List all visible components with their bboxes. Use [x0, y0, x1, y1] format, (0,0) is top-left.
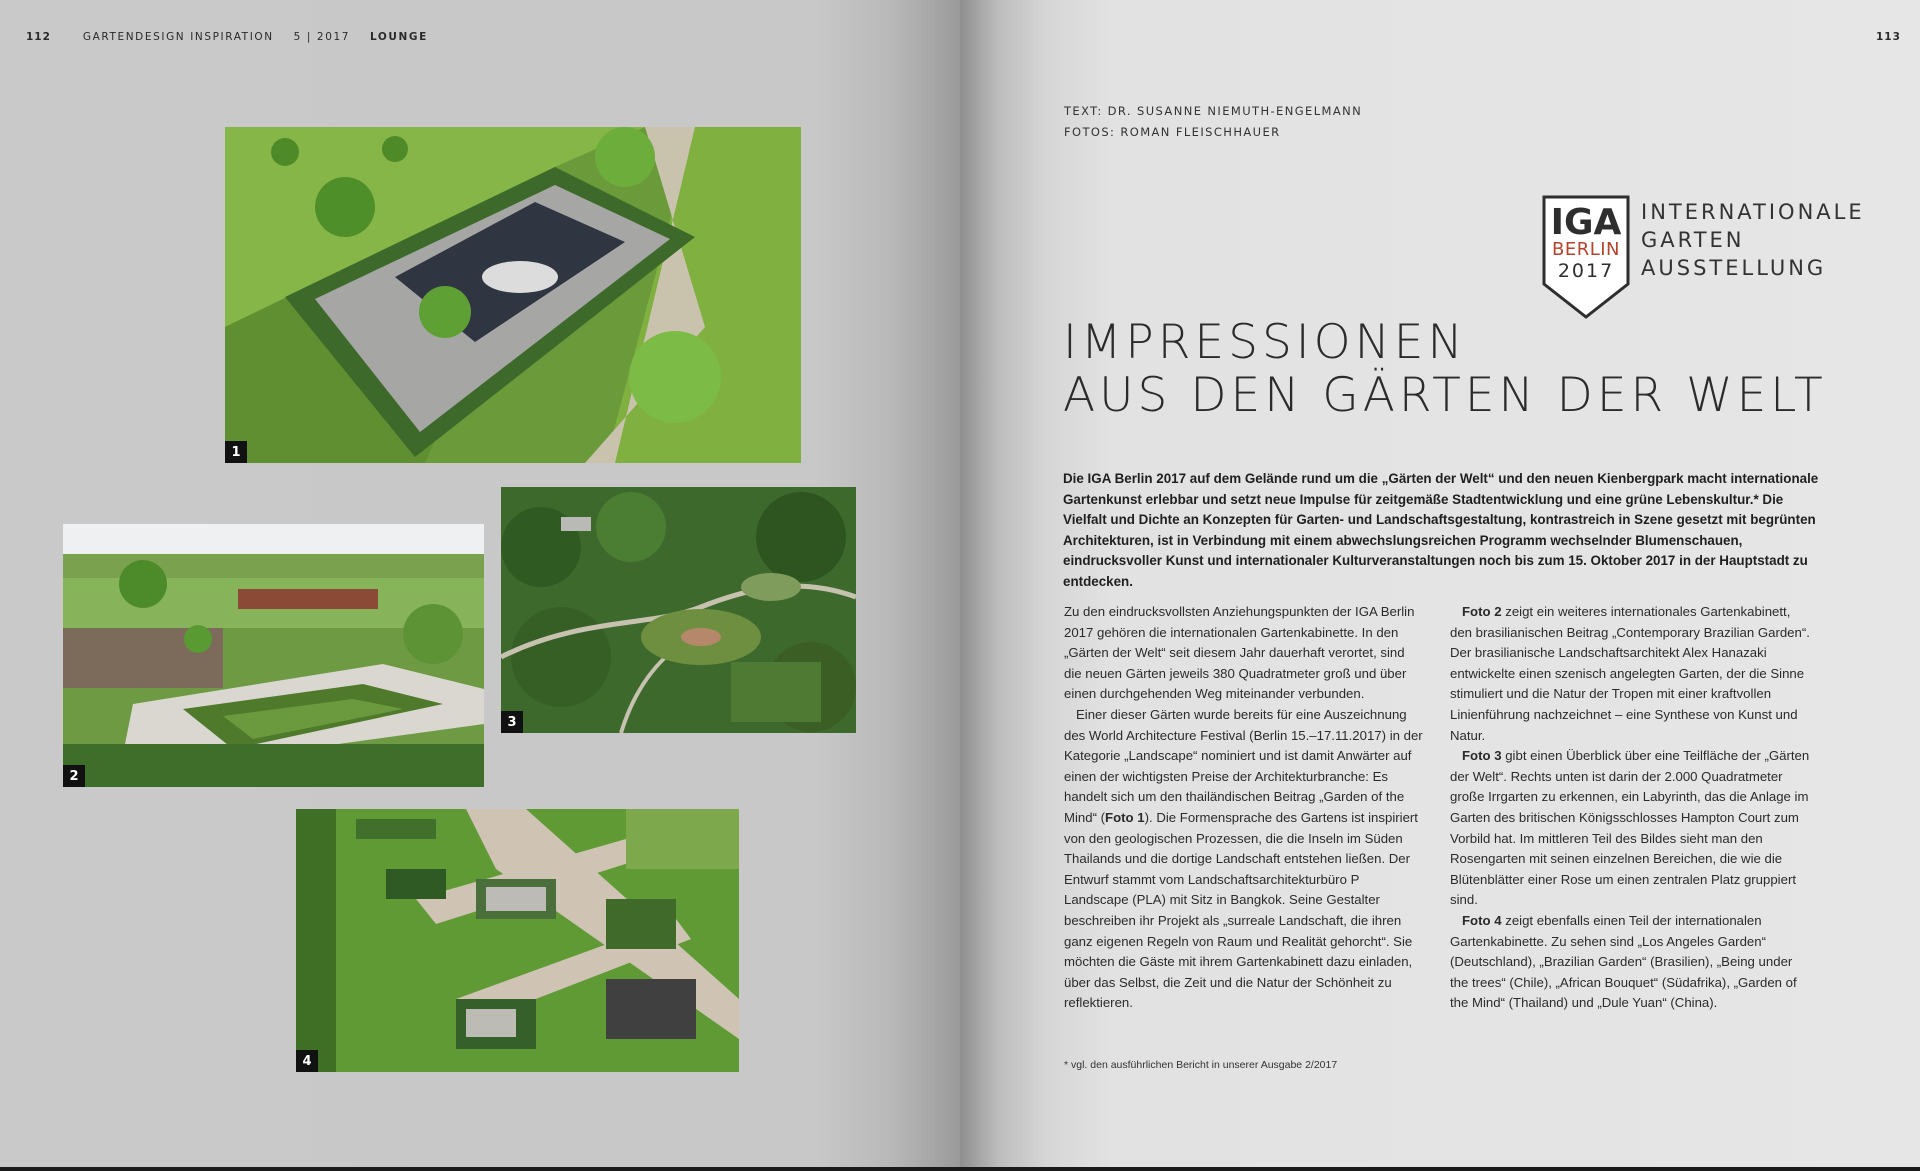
body-column-2 [1450, 602, 1810, 1014]
photo-3 [501, 487, 856, 733]
photo-1 [225, 127, 801, 463]
col1-paragraph-2 [1064, 705, 1424, 1014]
logo-iga: IGA [1550, 202, 1622, 243]
lead-paragraph: Die IGA Berlin 2017 auf dem Gelände rund um die „Gärten der Welt“ und den neuen Kienbergpark macht internationale Gartenkunst erlebbar und setzt neue Impulse für zeitgemäße Stadtentwicklung und eine grüne Lebenskultur.* Die Vielfalt und Dichte an Konzepten für Garten- und Landschaftsgestaltung, kontrastreich in Szene gesetzt mit begrünten Architekturen, ist in Verbindung mit einem abwechslungsreichen Programm wechselnder Blumenschauen, eindrucksvoller Kunst und internationaler Kulturveranstaltungen noch bis zum 15. Oktober 2017 in der Hauptstadt zu entdecken. [1063, 471, 1819, 589]
col1-p2-text-a: Einer dieser Gärten wurde bereits für eine Auszeichnung des World Architecture Festival (Berlin 15.–17.11.2017) in der Kategorie „Landscape“ nominiert und ist damit Anwärter auf einen der wichtigsten Preise der Architekturbranche: Es handelt sich um den thailändischen Beitrag „Garden of the Mind“ ( [1064, 706, 1423, 825]
col2-paragraph-1 [1450, 602, 1810, 746]
col1-paragraph-1: Zu den eindrucksvollsten Anziehungspunkten der IGA Berlin 2017 gehören die internationalen Gartenkabinette. In den „Gärten der Welt“ seit diesem Jahr dauerhaft verortet, sind die neuen Gärten jeweils 380 Quadratmeter groß und über einen durchgehenden Weg miteinander verbunden. [1064, 604, 1415, 702]
logo-year: 2017 [1557, 260, 1615, 282]
photo-4-number: 4 [296, 1050, 318, 1072]
photo-1-reference: Foto 1 [1105, 809, 1145, 825]
photo-2 [63, 524, 484, 787]
body-column-1 [1064, 602, 1424, 1014]
photo-4-reference: Foto 4 [1462, 912, 1502, 928]
logo-line-2: GARTEN [1641, 228, 1745, 252]
credit-photos: FOTOS: ROMAN FLEISCHHAUER [1064, 125, 1281, 139]
photo-2-reference: Foto 2 [1462, 604, 1502, 619]
col2-paragraph-2 [1450, 746, 1810, 911]
credits [1064, 101, 1362, 143]
photo-3-number: 3 [501, 711, 523, 733]
running-header-left [26, 31, 428, 43]
col2-p3-text: zeigt ebenfalls einen Teil der internationalen Gartenkabinette. Zu sehen sind „Los Angeles Garden“ (Deutschland), „Brazilian Garden“ (Brasilien), „Being under the trees“ (Chile), „African Bouquet“ (Südafrika), „Garden of the Mind“ (Thailand) und „Dule Yuan“ (China). [1450, 912, 1797, 1011]
photo-1-number: 1 [225, 441, 247, 463]
col2-paragraph-3 [1450, 911, 1810, 1014]
col2-p2-text: gibt einen Überblick über eine Teilfläche der „Gärten der Welt“. Rechts unten ist darin der 2.000 Quadratmeter große Irrgarten zu erkennen, ein Labyrinth, das die Anlage im Garten des britischen Königsschlosses Hampton Court zum Vorbild hat. Im mittleren Teil des Bildes sieht man den Rosengarten mit seinen einzelnen Bereichen, die wie die Blütenblätter einer Rose um einen zentralen Platz gruppiert sind. [1450, 748, 1810, 908]
photo-3-image [501, 487, 856, 733]
article-title [1063, 315, 1827, 423]
logo-line-1: INTERNATIONALE [1641, 200, 1865, 224]
photo-1-image [225, 127, 801, 463]
magazine-name: GARTENDESIGN INSPIRATION [82, 31, 274, 43]
photo-2-number: 2 [63, 765, 85, 787]
iga-logo [1541, 194, 1631, 320]
photo-4 [296, 809, 739, 1072]
photo-2-image [63, 524, 484, 787]
photo-3-reference: Foto 3 [1462, 748, 1502, 764]
title-line-1: IMPRESSIONEN [1063, 315, 1467, 370]
col2-p1-text: zeigt ein weiteres internationales Gartenkabinett, den brasilianischen Beitrag „Contemporary Brazilian Garden“. Der brasilianische Landschaftsarchitekt Alex Hanazaki entwickelte einen szenisch angelegten Garten, der die Sinne stimuliert und die Natur der Tropen mit einer kraftvollen Linienführung nachzeichnet – eine Synthese von Kunst und Natur. [1450, 604, 1810, 743]
logo-berlin: BERLIN [1551, 239, 1621, 260]
credit-text: TEXT: DR. SUSANNE NIEMUTH-ENGELMANN [1064, 104, 1363, 118]
photo-4-image [296, 809, 739, 1072]
issue-number: 5 | 2017 [293, 31, 351, 43]
title-line-2: AUS DEN GÄRTEN DER WELT [1063, 368, 1827, 423]
footnote: * vgl. den ausführlichen Bericht in unserer Ausgabe 2/2017 [1064, 1059, 1338, 1071]
section-name: LOUNGE [369, 31, 428, 43]
logo-wordmark [1641, 198, 1865, 282]
col1-p2-text-b: ). Die Formensprache des Gartens ist inspiriert von den geologischen Prozessen, die die Inseln im Süden Thailands und die dortige Landschaft entstehen ließen. Der Entwurf stammt vom Landschaftsarchitekturbüro P Landscape (PLA) mit Sitz in Bangkok. Seine Gestalter beschreiben ihr Projekt als „surreale Landschaft, die ihren ganz eigenen Regeln von Raum und Realität gehorcht“. Sie möchten die Gäste mit ihrem Gartenkabinett dazu einladen, über das Selbst, die Zeit und die Natur der Schönheit zu reflektieren. [1064, 809, 1418, 1011]
page-number-right: 113 [1876, 31, 1901, 43]
left-page [0, 0, 960, 1167]
logo-line-3: AUSSTELLUNG [1641, 256, 1827, 280]
page-number-left: 112 [26, 31, 51, 43]
